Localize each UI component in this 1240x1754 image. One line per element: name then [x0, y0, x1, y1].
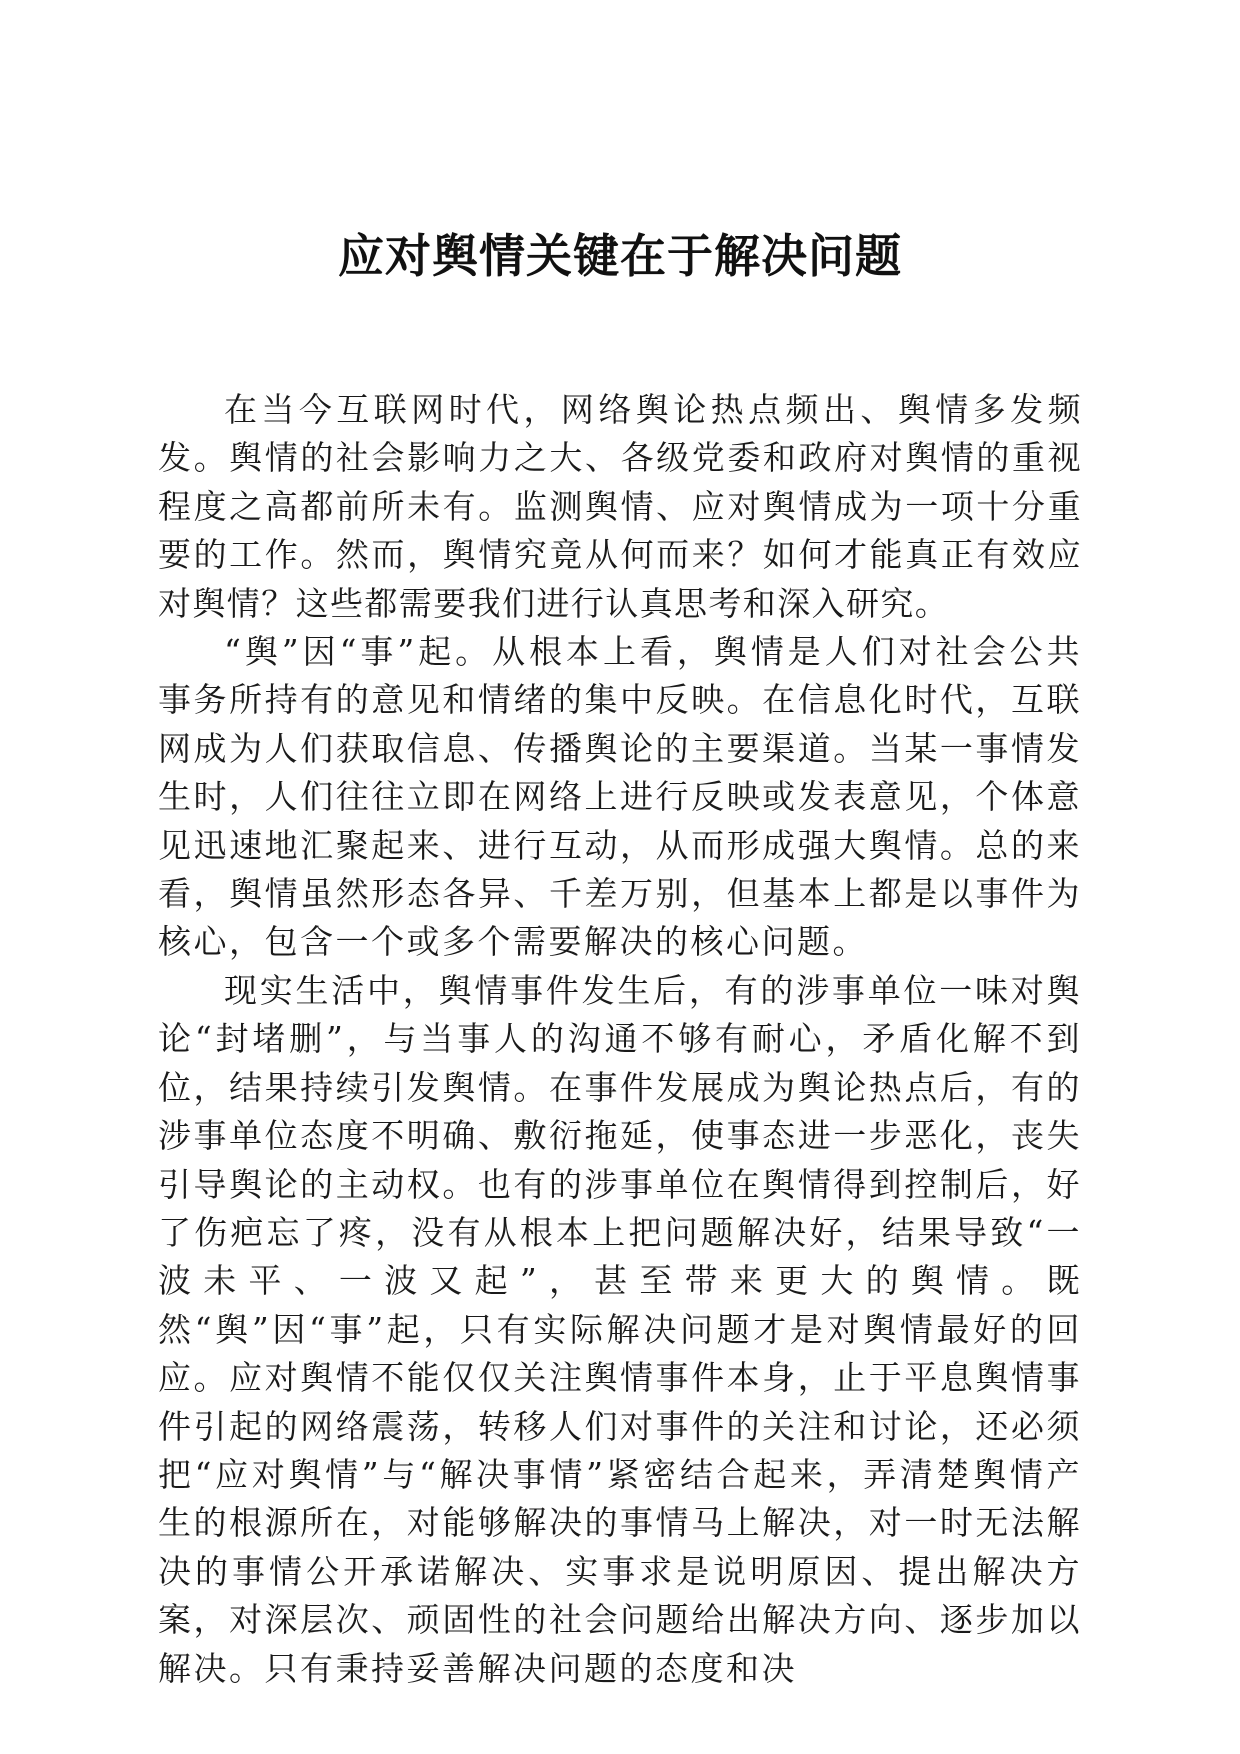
paragraph-3: 现实生活中，舆情事件发生后，有的涉事单位一味对舆论“封堵删”，与当事人的沟通不够有耐心，矛盾化解不到位，结果持续引发舆情。在事件发展成为舆论热点后，有的涉事单位态度不明确、敷衍拖延，使事态进一步恶化，丧失引导舆论的主动权。也有的涉事单位在舆情得到控制后，好了伤疤忘了疼，没有从根本上把问题解决好，结果导致“一波未平、一波又起”，甚至带来更大的舆情。既然“舆”因“事”起，只有实际解决问题才是对舆情最好的回应。应对舆情不能仅仅关注舆情事件本身，止于平息舆情事件引起的网络震荡，转移人们对事件的关注和讨论，还必须把“应对舆情”与“解决事情”紧密结合起来，弄清楚舆情产生的根源所在，对能够解决的事情马上解决，对一时无法解决的事情公开承诺解决、实事求是说明原因、提出解决方案，对深层次、顽固性的社会问题给出解决方向、逐步加以解决。只有秉持妥善解决问题的态度和决 — [158, 970, 1082, 1688]
document-body — [158, 386, 1082, 1693]
paragraph-2: “舆”因“事”起。从根本上看，舆情是人们对社会公共事务所持有的意见和情绪的集中反映。在信息化时代，互联网成为人们获取信息、传播舆论的主要渠道。当某一事情发生时，人们往往立即在网络上进行反映或发表意见，个体意见迅速地汇聚起来、进行互动，从而形成强大舆情。总的来看，舆情虽然形态各异、千差万别，但基本上都是以事件为核心，包含一个或多个需要解决的核心问题。 — [158, 632, 1082, 962]
document-title: 应对舆情关键在于解决问题 — [338, 229, 902, 283]
paragraph-1: 在当今互联网时代，网络舆论热点频出、舆情多发频发。舆情的社会影响力之大、各级党委和政府对舆情的重视程度之高都前所未有。监测舆情、应对舆情成为一项十分重要的工作。然而，舆情究竟从何而来？如何才能真正有效应对舆情？这些都需要我们进行认真思考和深入研究。 — [158, 390, 1082, 623]
